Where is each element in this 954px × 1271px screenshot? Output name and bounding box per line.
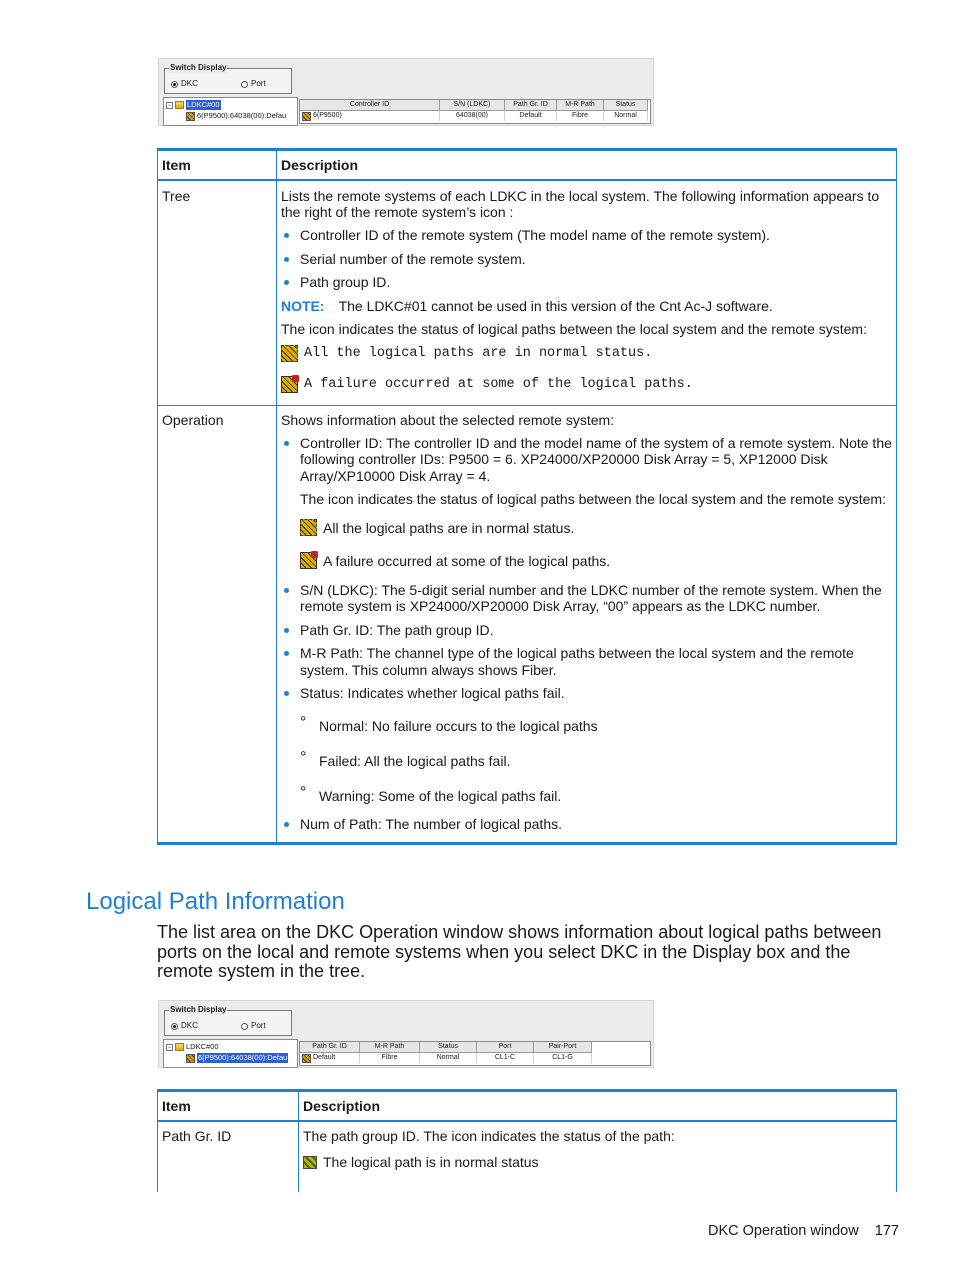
section-body: The list area on the DKC Operation window shows information about logical paths between ports on the local and remote systems when you select DKC in the Display box and the remote system in the tree. — [157, 922, 882, 981]
row-path-gr-id — [158, 1121, 897, 1192]
list-item: S/N (LDKC): The 5-digit serial number and the LDKC number of the remote system. When the remote system is XP24000/XP20000 Disk Array, “00” appears as the LDKC number. — [281, 582, 892, 615]
col-port[interactable]: Port — [477, 1042, 534, 1053]
footer-label: DKC Operation window — [708, 1223, 859, 1239]
logical-path-table — [157, 1089, 897, 1192]
bullet-controller-id: Controller ID: The controller ID and the model name of the system of a remote system. Note the following controller IDs: P9500 = 6. XP24000/XP20000 Disk Array = 5, XP12000 Disk Array/XP10000 Disk Array = 4. — [300, 434, 892, 484]
col-pair-port[interactable]: Pair-Port — [534, 1042, 592, 1053]
tree-node-remote-label: 6(P9500):64038(00):Defau — [197, 111, 287, 120]
desc-operation — [277, 405, 897, 844]
op-icon-fail-line — [300, 552, 892, 569]
normal-path-icon — [303, 1156, 317, 1169]
folder-icon — [175, 1043, 184, 1051]
cell-pair-port: CL1-G — [534, 1053, 592, 1063]
cell-path-gr-id: Default — [505, 111, 557, 121]
path-normal-line — [303, 1154, 892, 1170]
list-item: Serial number of the remote system. — [281, 251, 892, 268]
col-status[interactable]: Status — [420, 1042, 477, 1053]
status-sub-list — [300, 718, 892, 804]
op-icon-fail-text: A failure occurred at some of the logical paths. — [323, 552, 611, 569]
cell-port: CL1-C — [477, 1053, 534, 1063]
bullet-icon-intro: The icon indicates the status of logical paths between the local system and the remote system: — [300, 491, 886, 507]
cell-status: Normal — [604, 111, 648, 121]
remote-tree[interactable] — [163, 1039, 298, 1068]
radio-port[interactable] — [241, 1021, 266, 1031]
radio-dkc[interactable] — [171, 1021, 198, 1031]
tree-node-remote[interactable] — [186, 1053, 288, 1063]
list-item: M-R Path: The channel type of the logical paths between the local system and the remote system. This column always shows Fiber. — [281, 645, 892, 678]
switch-display-group — [164, 1005, 292, 1036]
operation-list — [299, 99, 651, 124]
remote-system-icon — [302, 112, 311, 121]
tree-node-ldkc-label: LDKC#00 — [186, 1042, 219, 1051]
normal-status-icon — [281, 345, 298, 362]
tree-node-ldkc[interactable] — [166, 100, 221, 110]
table-row[interactable] — [300, 1053, 650, 1063]
radio-unselected-icon — [241, 81, 248, 88]
op-icon-normal-line — [300, 519, 892, 536]
col-path-gr-id[interactable]: Path Gr. ID — [300, 1042, 360, 1053]
switch-display-legend: Switch Display — [170, 63, 227, 72]
radio-dkc[interactable] — [171, 79, 198, 89]
collapse-icon[interactable]: − — [167, 102, 172, 109]
list-item — [281, 435, 892, 569]
path-gr-intro: The path group ID. The icon indicates the status of the path: — [303, 1128, 675, 1144]
tree-icon-intro: The icon indicates the status of logical paths between the local system and the remote system: — [281, 320, 867, 337]
cell-controller-id-text: 6(P9500) — [313, 112, 342, 119]
bullet-status: Status: Indicates whether logical paths fail. — [300, 685, 565, 701]
cell-path-gr-id — [300, 1053, 360, 1063]
col-status[interactable]: Status — [604, 100, 648, 111]
item-path-gr-id: Path Gr. ID — [158, 1121, 299, 1192]
screenshot-logical-path — [158, 1000, 654, 1068]
tree-node-ldkc-label: LDKC#00 — [187, 100, 220, 109]
tree-node-remote[interactable] — [186, 111, 286, 121]
col-path-gr-id[interactable]: Path Gr. ID — [505, 100, 557, 111]
list-item: ° Normal: No failure occurs to the logical paths — [300, 718, 892, 734]
desc-tree — [277, 180, 897, 405]
cell-controller-id — [300, 111, 440, 121]
page-footer — [708, 1223, 899, 1239]
tree-intro: Lists the remote systems of each LDKC in the local system. The following information appears to the right of the remote system’s icon : — [281, 188, 880, 220]
col-sn-ldkc[interactable]: S/N (LDKC) — [440, 100, 505, 111]
path-status-icon — [302, 1054, 311, 1063]
normal-status-icon — [300, 519, 317, 536]
cell-sn-ldkc: 64038(00) — [440, 111, 505, 121]
tree-icon-normal-text: All the logical paths are in normal status. — [304, 345, 653, 361]
row-tree — [158, 180, 897, 405]
tree-icon-normal-line — [281, 345, 892, 362]
section-title: Logical Path Information — [86, 888, 345, 915]
folder-icon — [175, 101, 184, 109]
list-item: Controller ID of the remote system (The model name of the remote system). — [281, 227, 892, 244]
item-operation: Operation — [158, 405, 277, 844]
note-label: NOTE: — [281, 297, 325, 314]
failure-status-icon — [300, 552, 317, 569]
tree-node-ldkc[interactable] — [166, 1042, 219, 1052]
radio-dkc-label: DKC — [181, 79, 198, 88]
head-item: Item — [158, 1091, 299, 1122]
item-tree: Tree — [158, 180, 277, 405]
note — [281, 298, 892, 314]
radio-unselected-icon — [241, 1023, 248, 1030]
operation-bullets — [281, 435, 892, 833]
col-mr-path[interactable]: M-R Path — [360, 1042, 420, 1053]
tree-bullets — [281, 227, 892, 291]
operation-intro: Shows information about the selected remote system: — [281, 411, 615, 428]
row-operation — [158, 405, 897, 844]
head-description: Description — [277, 150, 897, 181]
dkc-tree-table — [157, 148, 897, 845]
radio-selected-icon — [171, 81, 178, 88]
list-item: ° Failed: All the logical paths fail. — [300, 753, 892, 769]
logical-path-list — [299, 1041, 651, 1066]
cell-mr-path: Fibre — [360, 1053, 420, 1063]
radio-port-label: Port — [251, 79, 266, 88]
cell-status: Normal — [420, 1053, 477, 1063]
list-item: ° Warning: Some of the logical paths fail. — [300, 788, 892, 804]
radio-port[interactable] — [241, 79, 266, 89]
tree-node-remote-label: 6(P9500):64038(00):Defau — [198, 1053, 288, 1062]
remote-system-icon — [186, 112, 195, 121]
remote-system-icon — [186, 1054, 195, 1063]
col-controller-id[interactable]: Controller ID — [300, 100, 440, 111]
desc-path-gr-id — [299, 1121, 897, 1192]
radio-port-label: Port — [251, 1021, 266, 1030]
radio-selected-icon — [171, 1023, 178, 1030]
list-item: Path group ID. — [281, 274, 892, 291]
table-row[interactable] — [300, 111, 650, 121]
switch-display-group — [164, 63, 292, 94]
list-item: Path Gr. ID: The path group ID. — [281, 622, 892, 639]
col-mr-path[interactable]: M-R Path — [557, 100, 604, 111]
op-icon-normal-text: All the logical paths are in normal status. — [323, 519, 575, 536]
collapse-icon[interactable]: − — [167, 1044, 172, 1051]
path-normal-text: The logical path is in normal status — [323, 1154, 539, 1170]
radio-dkc-label: DKC — [181, 1021, 198, 1030]
page-number: 177 — [874, 1223, 899, 1239]
head-description: Description — [299, 1091, 897, 1122]
head-item: Item — [158, 150, 277, 181]
list-item: Num of Path: The number of logical paths. — [281, 816, 892, 833]
remote-tree[interactable] — [163, 97, 298, 126]
tree-icon-fail-line — [281, 376, 892, 393]
screenshot-dkc-tree — [158, 58, 654, 126]
list-item — [281, 685, 892, 804]
failure-status-icon — [281, 376, 298, 393]
cell-path-gr-id-text: Default — [313, 1054, 336, 1061]
tree-icon-fail-text: A failure occurred at some of the logical paths. — [304, 376, 693, 392]
cell-mr-path: Fibre — [557, 111, 604, 121]
switch-display-legend: Switch Display — [170, 1005, 227, 1014]
note-text: The LDKC#01 cannot be used in this version of the Cnt Ac-J software. — [338, 297, 773, 314]
